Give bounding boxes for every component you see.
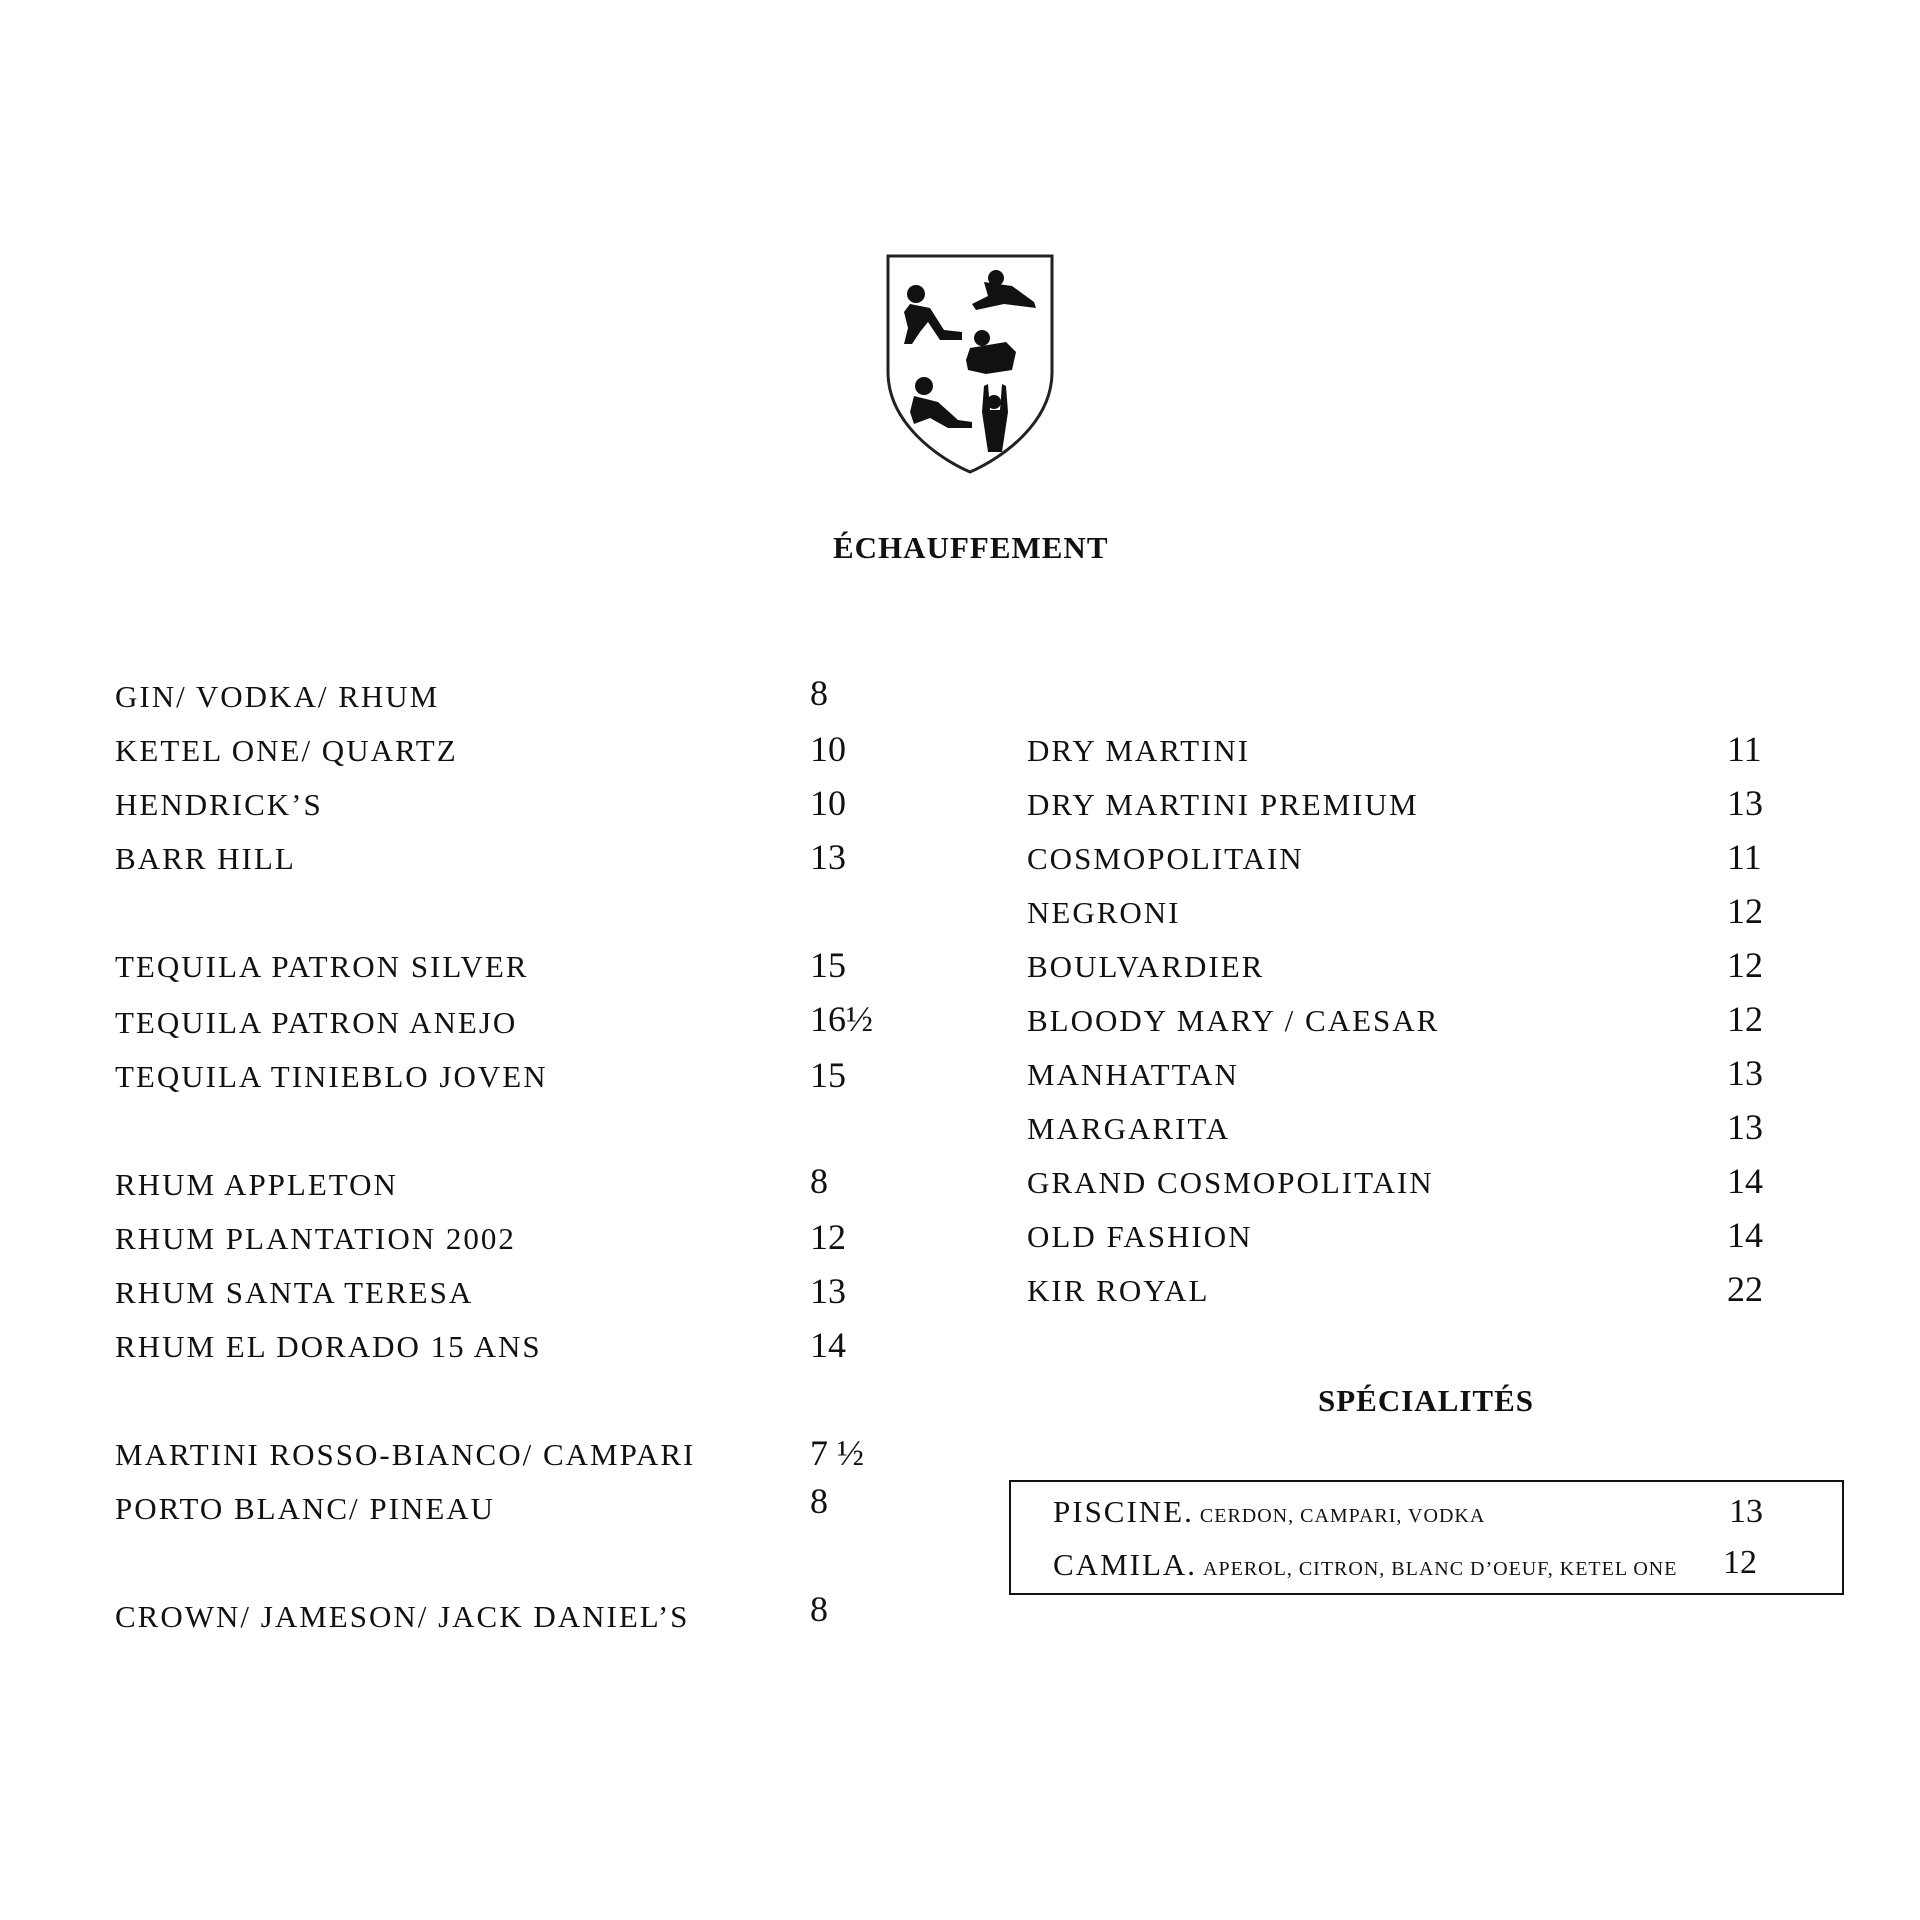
menu-item-price: 16½ xyxy=(810,999,873,1039)
menu-item-name: TEQUILA PATRON ANEJO xyxy=(115,1005,518,1040)
menu-item-price: 14 xyxy=(1727,1215,1763,1255)
specialty-row xyxy=(1053,1545,1677,1591)
menu-item-price: 8 xyxy=(810,673,828,713)
menu-item-price: 12 xyxy=(1727,891,1763,931)
menu-item-price: 15 xyxy=(810,1055,846,1095)
menu-item-price: 22 xyxy=(1727,1269,1763,1309)
menu-item-name: NEGRONI xyxy=(1027,895,1181,930)
specialty-description: APEROL, CITRON, BLANC D’OEUF, KETEL ONE xyxy=(1203,1558,1678,1580)
menu-item-name: MANHATTAN xyxy=(1027,1057,1239,1092)
menu-item-name: RHUM EL DORADO 15 ANS xyxy=(115,1329,542,1364)
menu-item-name: BLOODY MARY / CAESAR xyxy=(1027,1003,1440,1038)
menu-item-price: 8 xyxy=(810,1481,828,1521)
menu-item-name: MARGARITA xyxy=(1027,1111,1231,1146)
specialty-description: CERDON, CAMPARI, VODKA xyxy=(1199,1505,1486,1527)
specialty-price: 12 xyxy=(1723,1544,1757,1581)
specialty-row xyxy=(1053,1492,1485,1538)
menu-item-name: TEQUILA TINIEBLO JOVEN xyxy=(115,1059,548,1094)
menu-item-name: KETEL ONE/ QUARTZ xyxy=(115,733,458,768)
menu-item-price: 12 xyxy=(810,1217,846,1257)
menu-item-name: BARR HILL xyxy=(115,841,296,876)
menu-item-price: 11 xyxy=(1727,729,1762,769)
menu-item-name: DRY MARTINI PREMIUM xyxy=(1027,787,1419,822)
menu-item-name: DRY MARTINI xyxy=(1027,733,1251,768)
menu-item-price: 12 xyxy=(1727,999,1763,1039)
specialty-name: PISCINE. xyxy=(1053,1494,1194,1529)
specialties-box xyxy=(1009,1480,1844,1595)
menu-item-price: 12 xyxy=(1727,945,1763,985)
menu-item-name: BOULVARDIER xyxy=(1027,949,1265,984)
menu-item-name: RHUM SANTA TERESA xyxy=(115,1275,474,1310)
menu-item-price: 10 xyxy=(810,783,846,823)
menu-item-price: 11 xyxy=(1727,837,1762,877)
menu-item-price: 7 ½ xyxy=(810,1433,864,1473)
menu-item-price: 14 xyxy=(810,1325,846,1365)
menu-item-name: MARTINI ROSSO-BIANCO/ CAMPARI xyxy=(115,1437,696,1472)
specialty-name: CAMILA. xyxy=(1053,1547,1198,1582)
menu-item-name: RHUM PLANTATION 2002 xyxy=(115,1221,516,1256)
menu-item-price: 13 xyxy=(1727,1053,1763,1093)
menu-item-price: 13 xyxy=(1727,1107,1763,1147)
section-title-echauffement: ÉCHAUFFEMENT xyxy=(833,530,1109,565)
menu-item-name: CROWN/ JAMESON/ JACK DANIEL’S xyxy=(115,1599,690,1634)
menu-item-price: 13 xyxy=(810,837,846,877)
menu-item-name: GRAND COSMOPOLITAIN xyxy=(1027,1165,1434,1200)
menu-item-name: TEQUILA PATRON SILVER xyxy=(115,949,529,984)
menu-item-name: PORTO BLANC/ PINEAU xyxy=(115,1491,496,1526)
menu-item-name: COSMOPOLITAIN xyxy=(1027,841,1304,876)
crest-logo xyxy=(884,252,1056,476)
menu-item-name: OLD FASHION xyxy=(1027,1219,1253,1254)
menu-item-name: HENDRICK’S xyxy=(115,787,323,822)
menu-item-price: 13 xyxy=(1727,783,1763,823)
menu-item-price: 14 xyxy=(1727,1161,1763,1201)
menu-item-price: 13 xyxy=(810,1271,846,1311)
menu-item-price: 15 xyxy=(810,945,846,985)
menu-item-name: KIR ROYAL xyxy=(1027,1273,1210,1308)
menu-item-price: 10 xyxy=(810,729,846,769)
menu-item-name: GIN/ VODKA/ RHUM xyxy=(115,679,440,714)
specialty-price: 13 xyxy=(1729,1493,1763,1530)
menu-item-price: 8 xyxy=(810,1161,828,1201)
menu-item-name: RHUM APPLETON xyxy=(115,1167,398,1202)
section-title-specialites: SPÉCIALITÉS xyxy=(1318,1383,1535,1418)
menu-item-price: 8 xyxy=(810,1589,828,1629)
